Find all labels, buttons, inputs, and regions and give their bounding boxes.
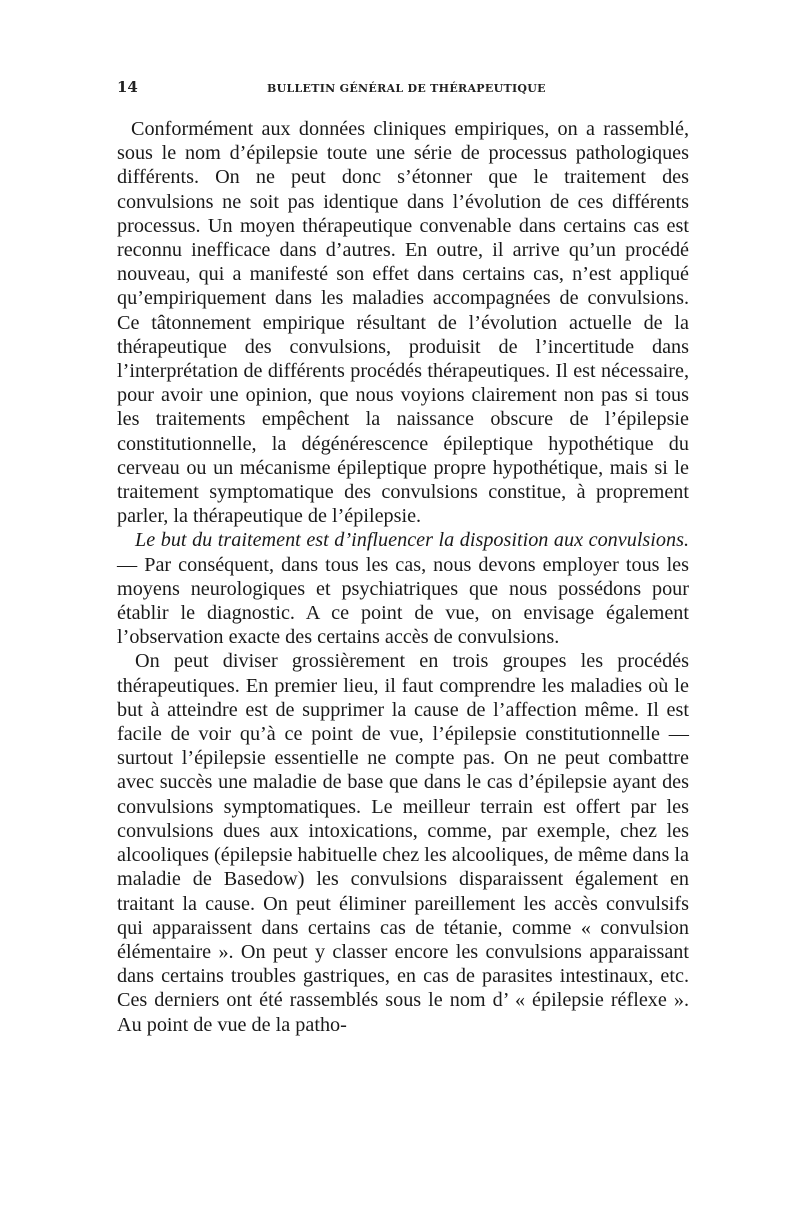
page-header — [117, 78, 689, 100]
paragraph — [117, 117, 689, 528]
paragraph-text: — Par conséquent, dans tous les cas, nous devons employer tous les moyens neurologiques et psychiatriques que nous possédons pour établir le diagnostic. A ce point de vue, on envisage également l’observation exacte des certains accès de convulsions. — [117, 553, 689, 649]
running-head: BULLETIN GÉNÉRAL DE THÉRAPEUTIQUE — [267, 82, 546, 95]
paragraph-text: Conformément aux données cliniques empiriques, on a rassemblé, sous le nom d’épilepsie toute une série de processus pathologiques différents. On ne peut donc s’étonner que le traitement des convulsions ne soit pas identique dans l’évolution de ces différents processus. Un moyen thérapeutique convenable dans certains cas est reconnu inefficace dans d’autres. En outre, il arrive qu’un procédé nouveau, qui a manifesté son effet dans certains cas, n’est appliqué qu’empiriquement dans les maladies accompagnées de convulsions. Ce tâtonnement empirique résultant de l’évolution actuelle de la thérapeutique des convulsions, produisit de l’incertitude dans l’interprétation de différents procédés thérapeutiques. Il est nécessaire, pour avoir une opinion, que nous voyions clairement non pas si tous les traitements empêchent la naissance obscure de l’épilepsie constitutionnelle, la dégénérescence épileptique hypothétique du cerveau ou un mécanisme épileptique propre hypothétique, mais si le traitement symptomatique des convulsions constitue, à proprement parler, la thérapeutique de l’épilepsie. — [117, 118, 689, 528]
paragraph — [117, 528, 689, 649]
paragraph-text: On peut diviser grossièrement en trois groupes les procédés thérapeutiques. En premier lieu, il faut comprendre les maladies où le but à atteindre est de supprimer la cause de l’affection même. Il est facile de voir qu’à ce point de vue, l’épilepsie constitutionnelle — surtout l’épilepsie essentielle ne compte pas. On ne peut combattre avec succès une maladie de base que dans le cas d’épilepsie ayant des convulsions symptomatiques. Le meilleur terrain est offert par les convulsions dues aux intoxications, comme, par exemple, chez les alcooliques (épilepsie habituelle chez les alcooliques, de même dans la maladie de Basedow) les convulsions disparaissent également en traitant la cause. On peut éliminer pareillement les accès convulsifs qui apparaissent dans certains cas de tétanie, comme « convulsion élémentaire ». On peut y classer encore les convulsions apparaissant dans certains troubles gastriques, en cas de parasites intestinaux, etc. Ces derniers ont été rassemblés sous le nom d’ « épilepsie réflexe ». Au point de vue de la patho- — [117, 650, 689, 1036]
paragraph — [117, 649, 689, 1036]
page-number: 14 — [117, 78, 138, 96]
italic-lead: Le but du traitement est d’influencer la disposition aux convulsions. — [135, 529, 689, 552]
body-text — [117, 117, 689, 1037]
